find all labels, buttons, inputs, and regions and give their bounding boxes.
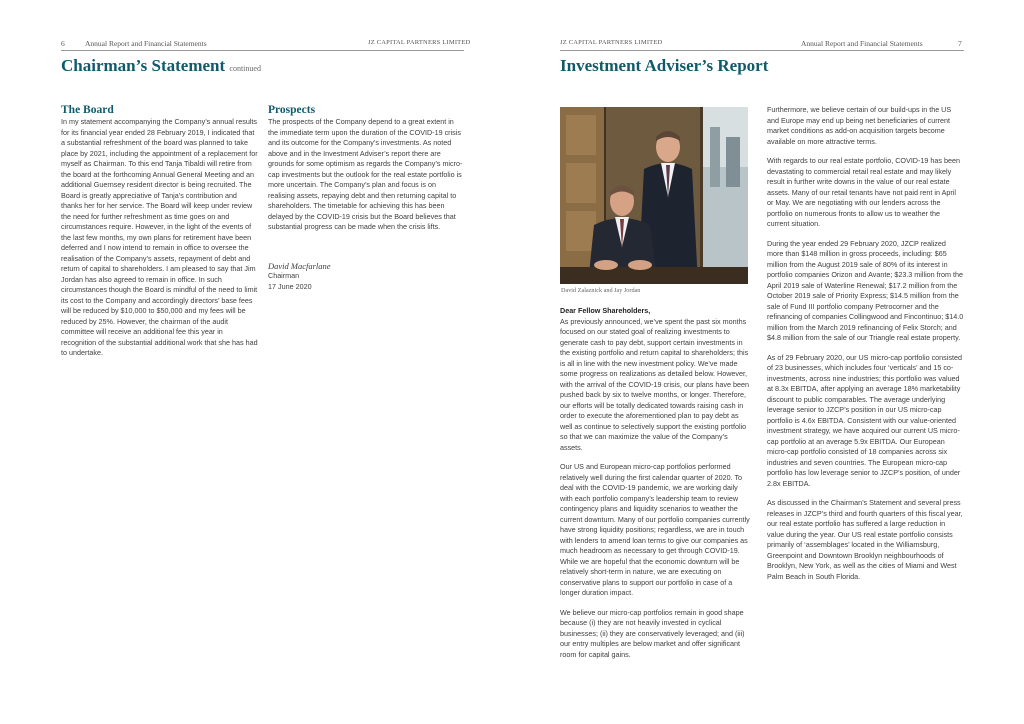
prospects-section [268, 117, 464, 292]
title-continued: continued [229, 64, 261, 73]
photo-advisers [560, 107, 748, 284]
board-paragraph: In my statement accompanying the Company’s annual results for its financial year ended 28 February 2019, I indicated that a substantial refreshment of the board was planned to take place by 2021, including the appointment of a replacement for myself as Chairman. To this end Tanja Tibaldi will retire from the board at the forthcoming Annual General Meeting and an additional Guernsey resident director is being recruited. The Board is greatly appreciative of Tanja’s contribution and thanks her for her service. The Board will keep under review the need for further refreshment as time goes on and circumstances require. However, in the light of the events of the last few months, my own plans for retirement have been deferred and I now intend to remain in office to oversee the realisation of the Company’s assets, repayment of debt and return of capital to shareholders. I am pleased to say that Jim Jordan has also agreed to remain in office. In such circumstances though the Board is mindful of the need to limit its cost to the Company and accordingly directors’ base fees will be reduced by $10,000 to $50,000 and my fees will be reduced by 25%. However, the chairman of the audit committee will receive an additional fee this year in recognition of the substantial additional work that she has had to undertake. [61, 117, 258, 357]
letter-paragraph: As previously announced, we’ve spent the past six months focused on our stated goal of realizing investments to generate cash to pay debt, support certain investments in the existing portfolio and return capital to shareholders; this is all in line with the new investment policy. We’ve made some progress on realizations as detailed below. However, with the arrival of the COVID-19 crisis, our plans have been pushed back by six to twelve months, or longer. Therefore, our efforts will be totally dedicated towards raising cash in order to execute the aforementioned plan to pay debt as well as continue to selectively support the existing portfolio so that we can maximize the value of the Company’s assets. [560, 316, 749, 452]
board-section [61, 117, 258, 368]
right-header-rule [560, 50, 964, 51]
left-running-title: Annual Report and Financial Statements [85, 39, 207, 48]
right-page-number: 7 [958, 39, 962, 48]
left-page-number: 6 [61, 39, 65, 48]
salutation: Dear Fellow Shareholders, [560, 306, 651, 315]
chairman-title-text: Chairman’s Statement [61, 56, 226, 75]
page-title-investment-adviser: Investment Adviser’s Report [560, 56, 769, 75]
adviser-letter-column [560, 306, 750, 669]
right-running-title: Annual Report and Financial Statements [801, 39, 923, 48]
report-paragraph: As of 29 February 2020, our US micro-cap portfolio consisted of 23 businesses, which includes four ‘verticals’ and 15 co-investments, across nine industries; this portfolio was valued at 8.3x EBITDA, after applying an average 18% marketability discount to public comparables. The average underlying leverage senior to JZCP’s position in our US micro-cap portfolio is 4.6x EBITDA. Consistent with our value-oriented investment strategy, we have acquired our current US micro-cap portfolio at an average 5.9x EBITDA. Our European micro-cap portfolio consisted of 18 companies across six industries and seven countries. The European micro-cap portfolio has low leverage senior to JZCP’s position, of under 2.8x EBITDA. [767, 352, 962, 488]
adviser-report-column [767, 105, 964, 591]
board-heading: The Board [61, 104, 114, 116]
left-header-rule [61, 50, 464, 51]
report-paragraph: As discussed in the Chairman’s Statement and several press releases in JZCP’s third and fourth quarters of this fiscal year, our real estate portfolio has suffered a large reduction in value during the year. Our US real estate portfolio consists primarily of ‘assemblages’ located in the Williamsburg, Greenpoint and Downtown Brooklyn neighbourhoods of Brooklyn, New York, as well as the cities of Miami and West Palm Beach in South Florida. [767, 498, 963, 581]
prospects-paragraph: The prospects of the Company depend to a great extent in the immediate term upon the duration of the COVID-19 crisis and its outcome for the Company’s investments. As noted above and in the Investment Adviser’s report there are grounds for some optimism as regards the Company’s micro-cap investments but the outlook for the real estate portfolio is more uncertain. The Company’s plan and focus is on realising assets, repaying debt and then returning capital to shareholders. The timetable for achieving this has been delayed by the COVID-19 crisis but the Board believes that substantial progress can be made when the crisis lifts. [268, 117, 463, 231]
page-title-chairman [61, 56, 261, 76]
report-paragraph: During the year ended 29 February 2020, JZCP realized more than $148 million in gross proceeds, including: $65 million from the August 2019 sale of 80% of its interest in portfolio companies Orizon and Avante; $23.3 million from the April 2019 sale of Waterline Renewal; $17.2 million from the October 2019 sale of Priority Express; $14.5 million from the sale of Fund III portfolio company Petrocorner and the refinancing of companies Collingwood and Fincontinuo; $14.0 million from the March 2019 refinancing of Felix Storch; and $4.8 million from the sale of our Triangle real estate property. [767, 238, 964, 342]
office-portrait-image [560, 107, 748, 284]
report-paragraph: With regards to our real estate portfolio, COVID-19 has been devastating to commercial retail real estate and may likely result in further write downs in the value of our real estate assets. Many of our retail tenants have not paid rent in April or May. We are negotiating with our lenders across the portfolio on numerous fronts to allow us to weather the current situation. [767, 156, 960, 228]
signature-role: Chairman [268, 271, 300, 280]
report-paragraph: Furthermore, we believe certain of our build-ups in the US and Europe may end up being net beneficiaries of current market conditions as add-on acquisition targets become available on more attractive terms. [767, 105, 952, 146]
right-company-name: JZ CAPITAL PARTNERS LIMITED [560, 39, 663, 46]
signature-date: 17 June 2020 [268, 281, 312, 291]
photo-caption: David Zalaznick and Jay Jordan [561, 287, 641, 294]
left-company-name: JZ CAPITAL PARTNERS LIMITED [368, 39, 471, 46]
letter-paragraph: Our US and European micro-cap portfolios performed relatively well during the first calendar quarter of 2020. To deal with the COVID-19 pandemic, we are working daily with each portfolio company’s leadership team to review contingency plans and liquidity scenarios to weather the current downturn. Many of our portfolio companies currently have strong liquidity positions; regardless, we are in touch with lenders to amend loan terms to give our companies as much headroom as necessary to get through COVID-19. While we are hopeful that the economic downturn will be relatively short-term in nature, we are executing on conservative plans to support our portfolio in case of a longer duration impact. [560, 462, 750, 597]
letter-paragraph: We believe our micro-cap portfolios remain in good shape because (i) they are not heavily invested in cyclical businesses; (ii) they are conservatively leveraged; and (iii) our entry multiples are below market and offer significant room for capital gains. [560, 607, 745, 659]
prospects-heading: Prospects [268, 104, 316, 116]
signature-name: David Macfarlane [268, 260, 331, 271]
